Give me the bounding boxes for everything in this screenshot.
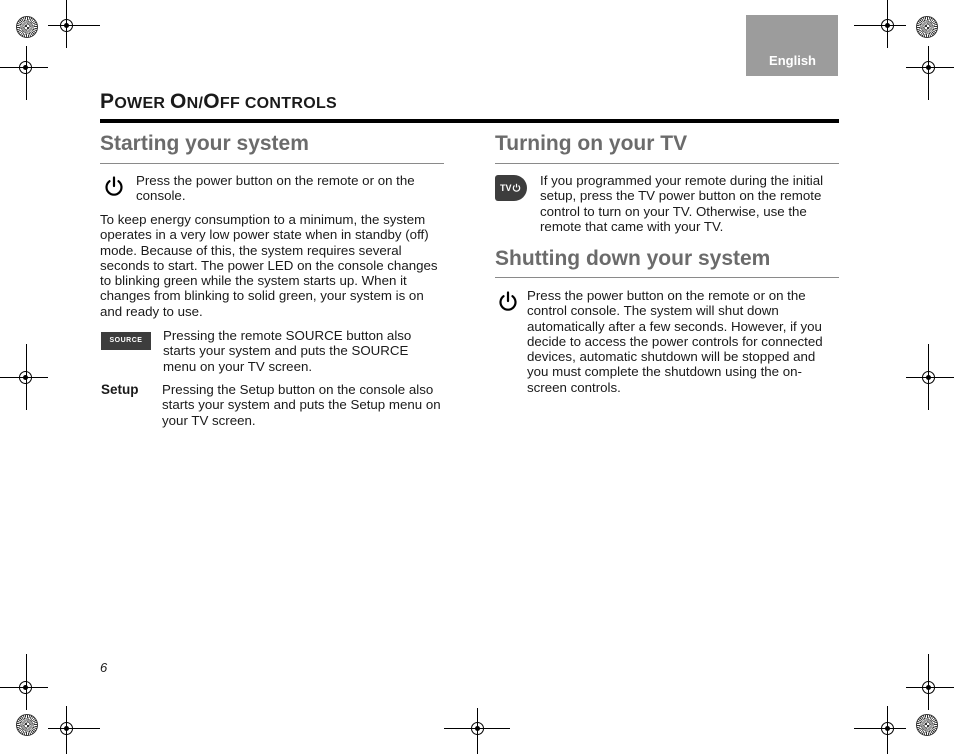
page-title: POWER ON/OFF CONTROLS: [100, 90, 337, 113]
color-rosette-icon: [16, 714, 38, 736]
registration-mark-icon: [920, 679, 937, 696]
section-rule: [100, 163, 444, 164]
power-note: Press the power button on the remote or on the console.: [136, 173, 415, 204]
registration-mark-icon: [17, 679, 34, 696]
starting-heading: Starting your system: [100, 132, 309, 155]
section-rule: [495, 277, 839, 278]
setup-note: Pressing the Setup button on the console also starts your system and puts the Setup menu on your TV screen.: [162, 382, 441, 428]
page-number: 6: [100, 660, 108, 675]
power-icon: [497, 290, 519, 312]
registration-mark-icon: [920, 369, 937, 386]
registration-mark-icon: [879, 720, 896, 737]
tv-heading: Turning on your TV: [495, 132, 688, 155]
source-button: SOURCE: [101, 332, 151, 350]
shutdown-heading: Shutting down your system: [495, 247, 771, 270]
color-rosette-icon: [916, 714, 938, 736]
setup-label: Setup: [101, 382, 139, 397]
color-rosette-icon: [16, 16, 38, 38]
language-tab-label: English: [769, 53, 816, 68]
color-rosette-icon: [916, 16, 938, 38]
registration-mark-icon: [58, 720, 75, 737]
tv-note: If you programmed your remote during the initial setup, press the TV power button on the remote control to turn on your TV. Otherwise, use the remote that came with your TV.: [540, 173, 824, 234]
registration-mark-icon: [58, 17, 75, 34]
registration-mark-icon: [469, 720, 486, 737]
tv-power-icon: TV: [495, 175, 527, 201]
registration-mark-icon: [920, 59, 937, 76]
shutdown-note: Press the power button on the remote or on the control console. The system will shut down automatically after a few seconds. However, if you decide to access the power controls for connected devices, automatic shutdown will be stopped and you must complete the shutdown using the on-screen controls.: [527, 288, 823, 395]
language-tab[interactable]: [746, 15, 838, 76]
title-rule: [100, 119, 839, 123]
registration-mark-icon: [17, 369, 34, 386]
standby-paragraph: To keep energy consumption to a minimum, the system operates in a very low power state when in standby (off) mode. Because of this, the system requires several seconds to start. The power LED on the console changes to blinking green while the system starts up. When it changes from blinking to solid green, your system is on and ready to use.: [100, 212, 438, 319]
registration-mark-icon: [879, 17, 896, 34]
power-icon: [103, 175, 125, 197]
source-note: Pressing the remote SOURCE button also starts your system and puts the SOURCE menu on your TV screen.: [163, 328, 412, 374]
registration-mark-icon: [17, 59, 34, 76]
section-rule: [495, 163, 839, 164]
